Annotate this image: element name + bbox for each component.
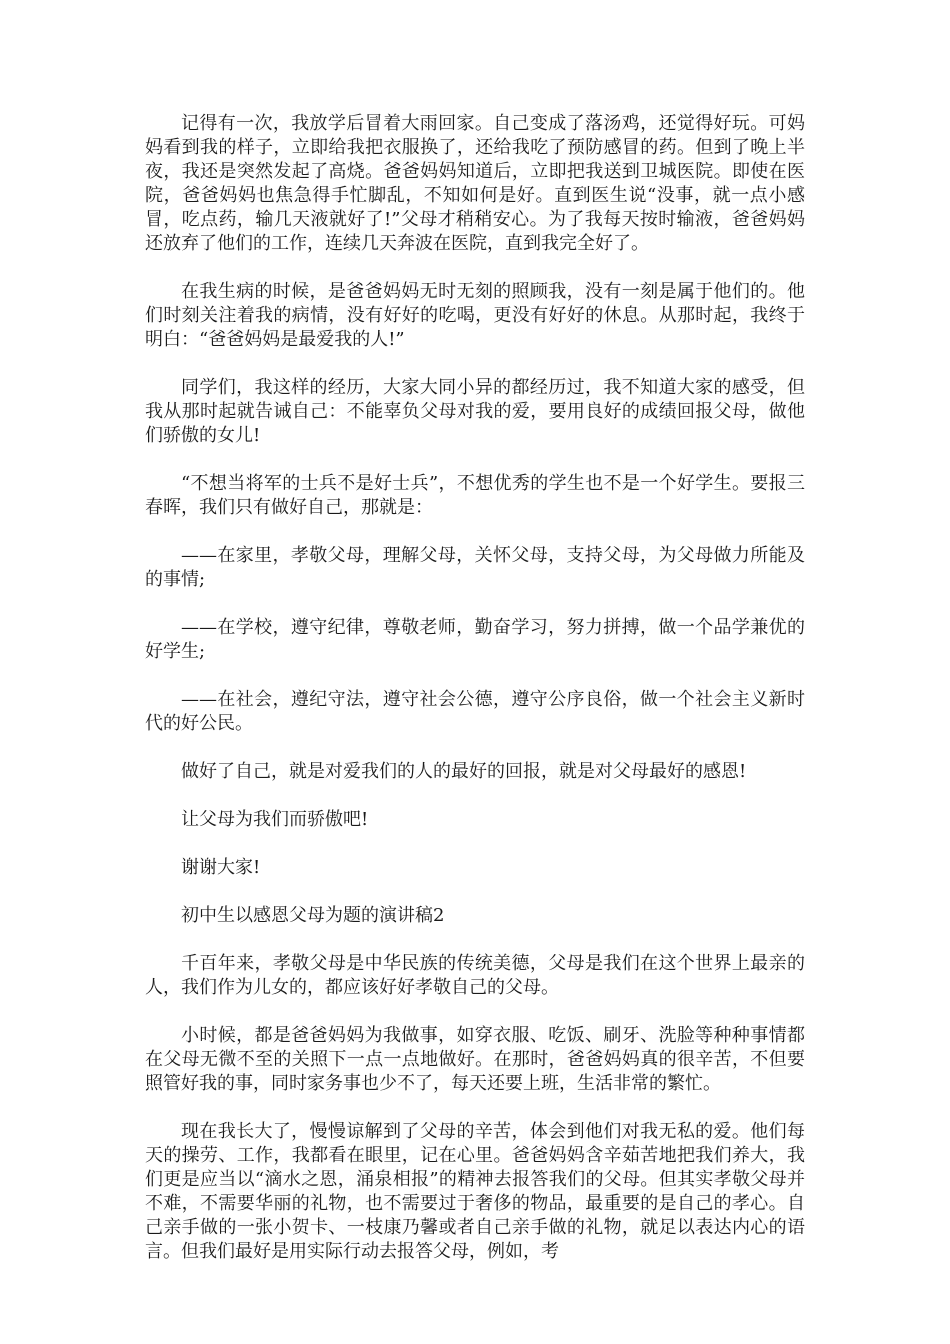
paragraph-at-home: ——在家里，孝敬父母，理解父母，关怀父母，支持父母，为父母做力所能及的事情;	[145, 545, 805, 590]
paragraph-sick-story: 记得有一次，我放学后冒着大雨回家。自己变成了落汤鸡，还觉得好玩。可妈妈看到我的样子，立即给我把衣服换了，还给我吃了预防感冒的药。但到了晚上半夜，我还是突然发起了高烧。爸爸妈妈知道后，立即把我送到卫城医院。即使在医院，爸爸妈妈也焦急得手忙脚乱，不知如何是好。直到医生说“没事，就一点小感冒，吃点药，输几天液就好了!”父母才稍稍安心。为了我每天按时输液，爸爸妈妈还放弃了他们的工作，连续几天奔波在医院，直到我完全好了。	[145, 113, 805, 254]
paragraph-grown-up: 现在我长大了，慢慢谅解到了父母的辛苦，体会到他们对我无私的爱。他们每天的操劳、工作，我都看在眼里，记在心里。爸爸妈妈含辛茹苦地把我们养大，我们更是应当以“滴水之恩，涌泉相报”的精神去报答我们的父母。但其实孝敬父母并不难，不需要华丽的礼物，也不需要过于奢侈的物品，最重要的是自己的孝心。自己亲手做的一张小贺卡、一枝康乃馨或者自己亲手做的礼物，就足以表达内心的语言。但我们最好是用实际行动去报答父母，例如，考	[145, 1121, 805, 1262]
paragraph-thanks: 谢谢大家!	[181, 857, 261, 878]
paragraph-childhood: 小时候，都是爸爸妈妈为我做事，如穿衣服、吃饭、刷牙、洗脸等种种事情都在父母无微不至的关照下一点一点地做好。在那时，爸爸妈妈真的很辛苦，不但要照管好我的事，同时家务事也少不了，每天还要上班，生活非常的繁忙。	[145, 1025, 805, 1094]
paragraph-parents-care: 在我生病的时候，是爸爸妈妈无时无刻的照顾我，没有一刻是属于他们的。他们时刻关注着我的病情，没有好好的吃喝，更没有好好的休息。从那时起，我终于明白：“爸爸妈妈是最爱我的人!”	[145, 281, 805, 350]
paragraph-in-society: ——在社会，遵纪守法，遵守社会公德，遵守公序良俗，做一个社会主义新时代的好公民。	[145, 689, 805, 734]
paragraph-good-student: “不想当将军的士兵不是好士兵”，不想优秀的学生也不是一个好学生。要报三春晖，我们只有做好自己，那就是：	[145, 473, 805, 518]
paragraph-tradition: 千百年来，孝敬父母是中华民族的传统美德，父母是我们在这个世界上最亲的人，我们作为儿女的，都应该好好孝敬自己的父母。	[145, 953, 805, 998]
section-title: 初中生以感恩父母为题的演讲稿2	[181, 905, 445, 926]
document-body	[145, 112, 805, 1264]
paragraph-best-return: 做好了自己，就是对爱我们的人的最好的回报，就是对父母最好的感恩!	[181, 761, 747, 782]
paragraph-be-proud: 让父母为我们而骄傲吧!	[181, 809, 369, 830]
paragraph-classmates: 同学们，我这样的经历，大家大同小异的都经历过，我不知道大家的感受，但我从那时起就告诫自己：不能辜负父母对我的爱，要用良好的成绩回报父母，做他们骄傲的女儿!	[145, 377, 805, 446]
paragraph-at-school: ——在学校，遵守纪律，尊敬老师，勤奋学习，努力拼搏，做一个品学兼优的好学生;	[145, 617, 805, 662]
